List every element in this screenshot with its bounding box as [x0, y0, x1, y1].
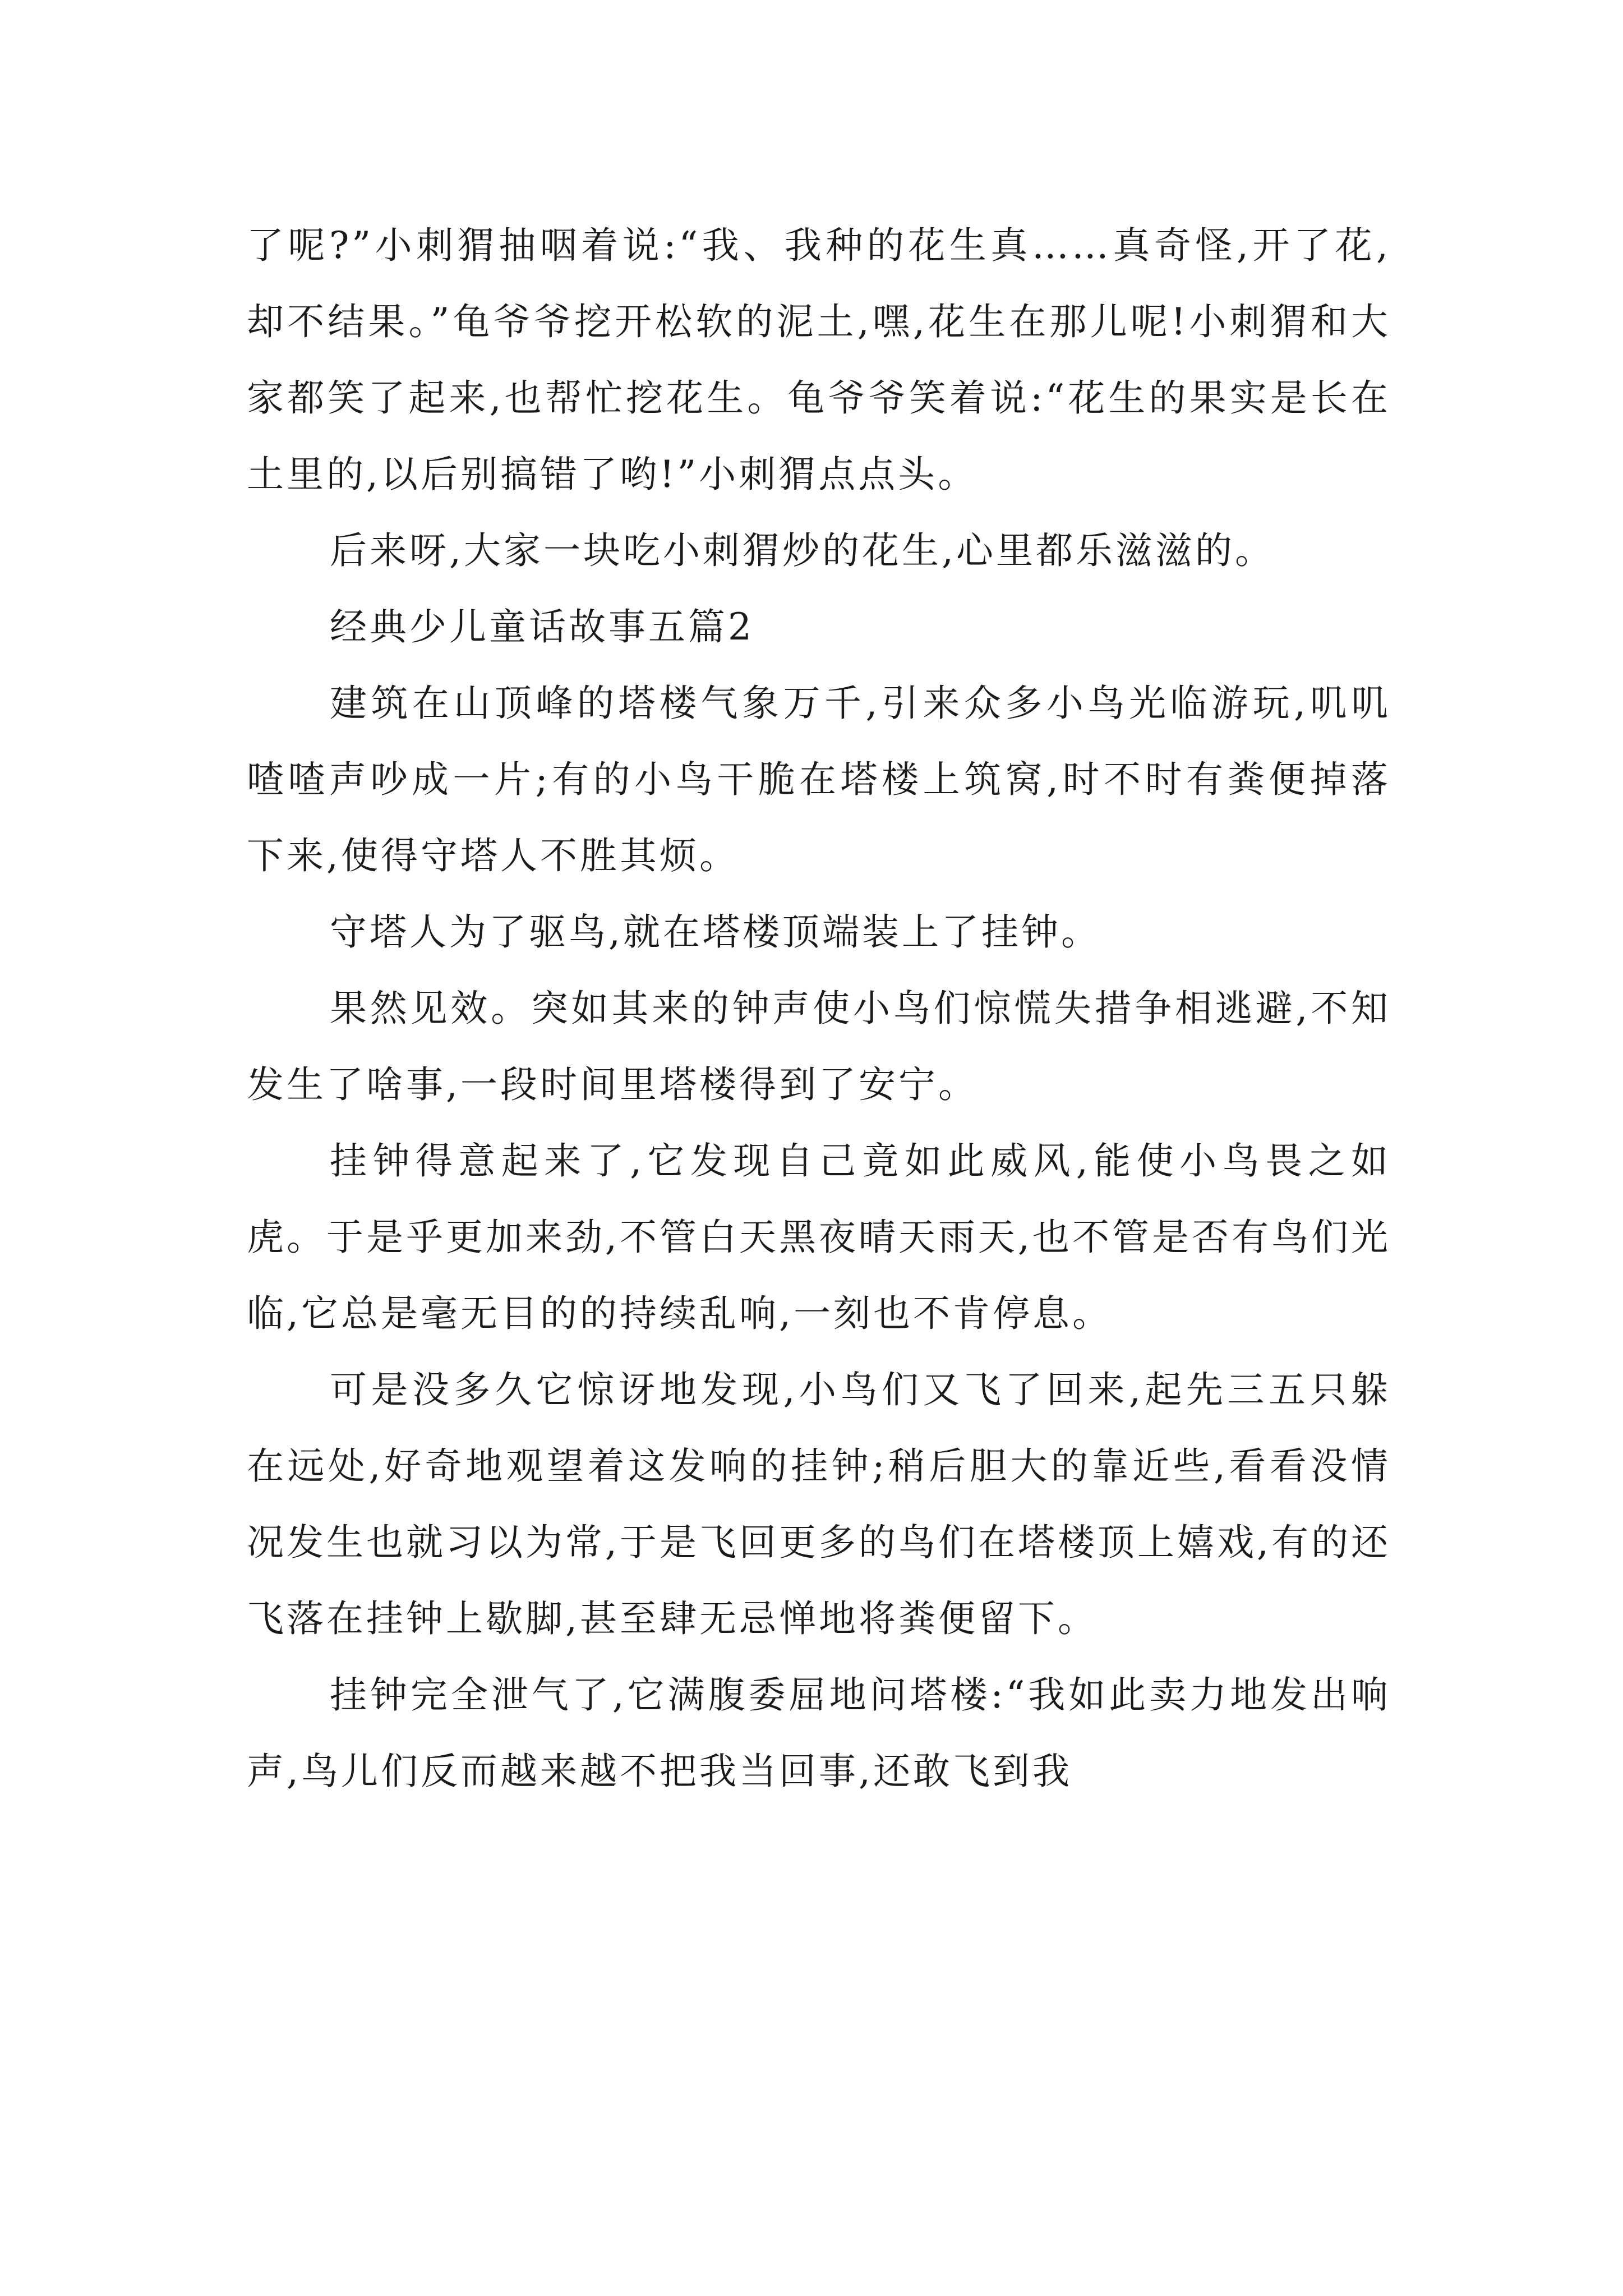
- paragraph-4: 守塔人为了驱鸟,就在塔楼顶端装上了挂钟。: [330, 910, 1101, 954]
- paragraph-5: 果然见效。突如其来的钟声使小鸟们惊慌失措争相逃避,不知发生了啥事,一段时间里塔楼得到了安宁。: [247, 987, 1391, 1106]
- paragraph-8: 挂钟完全泄气了,它满腹委屈地问塔楼:“我如此卖力地发出响声,鸟儿们反而越来越不把我当回事,还敢飞到我: [247, 1673, 1391, 1793]
- paragraph-1: 了呢?”小刺猬抽咽着说:“我、我种的花生真……真奇怪,开了花,却不结果。”龟爷爷挖开松软的泥土,嘿,花生在那儿呢!小刺猬和大家都笑了起来,也帮忙挖花生。龟爷爷笑着说:“花生的果实是长在土里的,以后别搞错了哟!”小刺猬点点头。: [247, 224, 1391, 496]
- section-heading: 经典少儿童话故事五篇2: [330, 605, 754, 648]
- paragraph-3: 建筑在山顶峰的塔楼气象万千,引来众多小鸟光临游玩,叽叽喳喳声吵成一片;有的小鸟干脆在塔楼上筑窝,时不时有粪便掉落下来,使得守塔人不胜其烦。: [247, 682, 1391, 877]
- paragraph-2: 后来呀,大家一块吃小刺猬炒的花生,心里都乐滋滋的。: [330, 529, 1275, 572]
- paragraph-7: 可是没多久它惊讶地发现,小鸟们又飞了回来,起先三五只躲在远处,好奇地观望着这发响的挂钟;稍后胆大的靠近些,看看没情况发生也就习以为常,于是飞回更多的鸟们在塔楼顶上嬉戏,有的还飞落在挂钟上歇脚,甚至肆无忌惮地将粪便留下。: [247, 1368, 1391, 1640]
- document-body: [247, 208, 1391, 1810]
- paragraph-6: 挂钟得意起来了,它发现自己竟如此威风,能使小鸟畏之如虎。于是乎更加来劲,不管白天黑夜晴天雨天,也不管是否有鸟们光临,它总是毫无目的的持续乱响,一刻也不肯停息。: [247, 1139, 1391, 1335]
